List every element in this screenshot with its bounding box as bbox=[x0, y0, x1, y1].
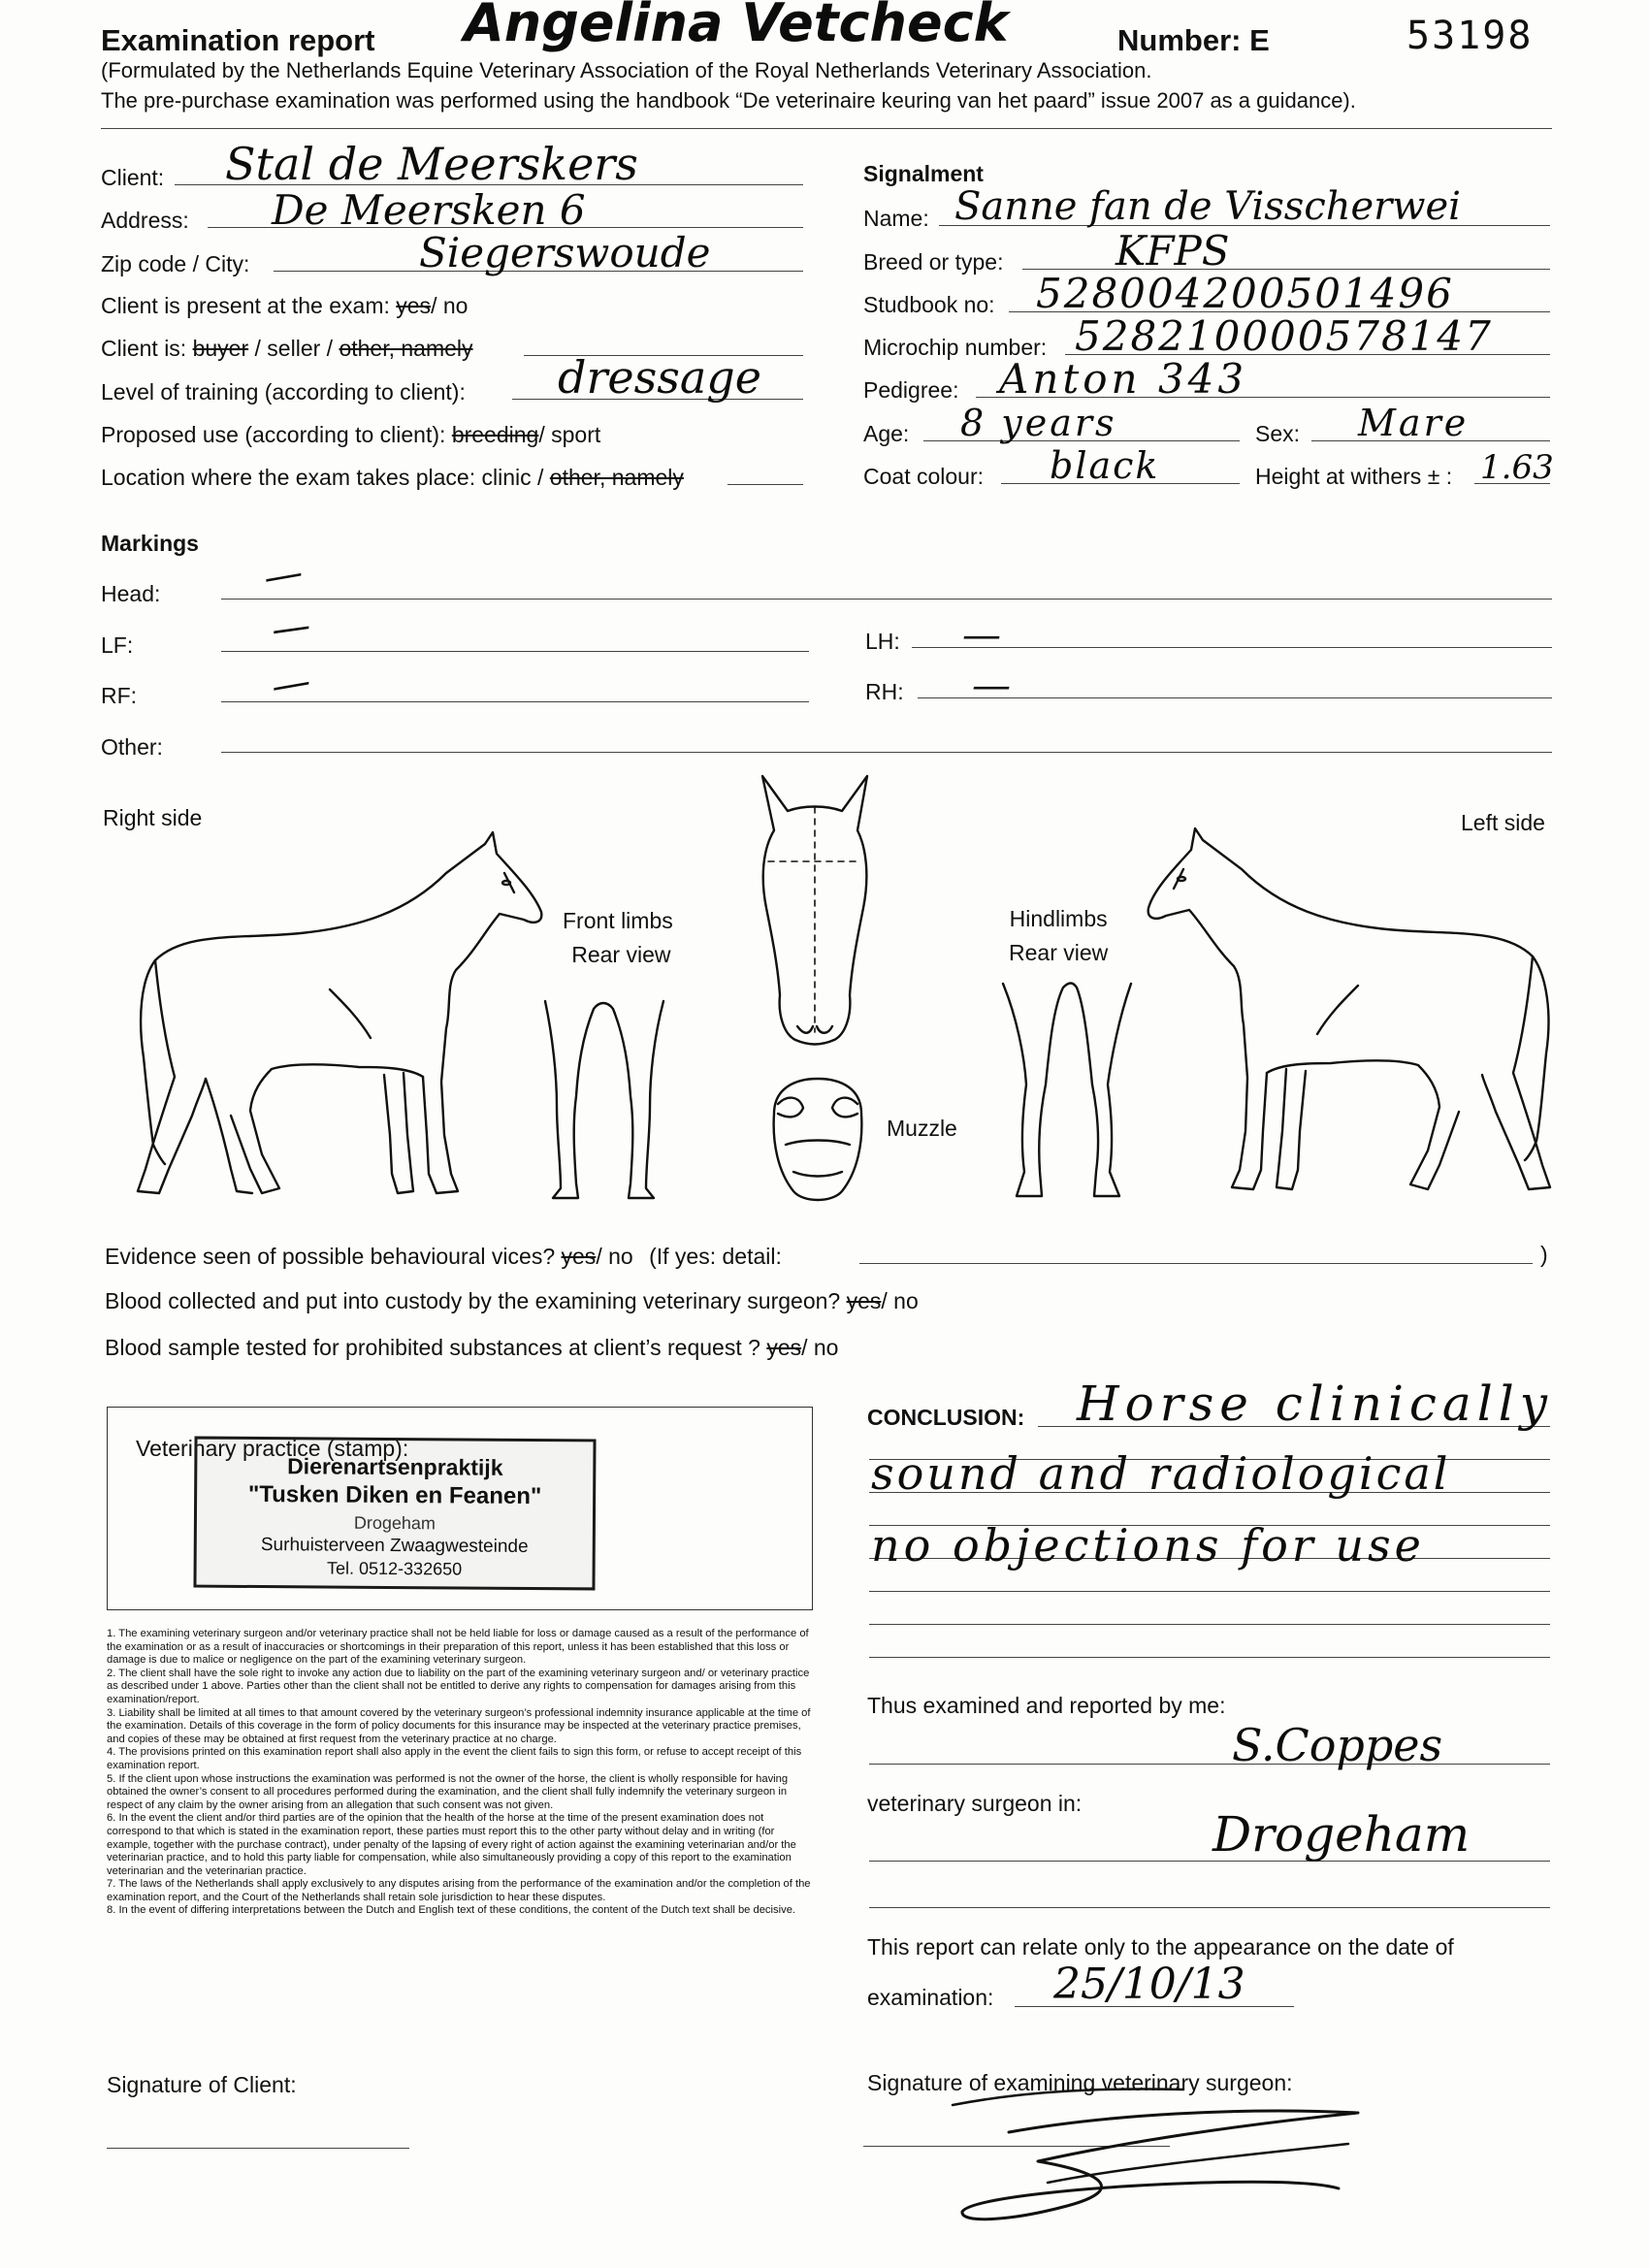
client-value: Stal de Meerskers bbox=[225, 138, 638, 190]
conclusion-text-2: sound and radiological bbox=[871, 1447, 1451, 1500]
term-item: 3. Liability shall be limited at all times to that amount covered by the veterinary surgeon’s professional indemnity insurance applicable at the time of the examination. Details of this coverage in the form of policy documents for this insurance may be inspected at the veterinary practice premises, and copies of these may be obtained at first request from the veterinary practice at no charge. bbox=[107, 1706, 811, 1745]
breed-label: Breed or type: bbox=[863, 249, 1004, 275]
coat-value: black bbox=[1050, 444, 1160, 487]
marking-lf-label: LF: bbox=[101, 632, 134, 658]
marking-lh-dash: — bbox=[962, 613, 1001, 658]
conclusion-text-3: no objections for use bbox=[871, 1519, 1425, 1571]
marking-head-dash: — bbox=[260, 549, 307, 601]
header-divider bbox=[101, 128, 1552, 129]
vices-no: / no bbox=[596, 1244, 633, 1269]
vet-signature-label: Signature of examining veterinary surgeon: bbox=[867, 2070, 1293, 2095]
vet-signature-scribble bbox=[951, 2086, 1368, 2231]
blood-yes-struck: yes bbox=[846, 1288, 882, 1313]
client-is-seller: / seller / bbox=[254, 336, 334, 361]
left-side-label: Left side bbox=[1461, 810, 1545, 835]
zip-city-label: Zip code / City: bbox=[101, 251, 250, 276]
height-value: 1.63 bbox=[1480, 448, 1554, 487]
pedigree-label: Pedigree: bbox=[863, 377, 959, 403]
marking-other-line bbox=[221, 752, 1552, 753]
stamp-box-label: Veterinary practice (stamp): bbox=[136, 1436, 409, 1461]
address-value: De Meersken 6 bbox=[272, 186, 586, 234]
hind-limbs-rear-view-diagram bbox=[999, 978, 1135, 1201]
subtitle-line-1: (Formulated by the Netherlands Equine Veterinary Association of the Royal Netherlands Veterinary Association. bbox=[101, 58, 1152, 82]
term-item: 7. The laws of the Netherlands shall apply exclusively to any disputes arising from the performance of the examination and/or the completion of the examination report, and the Court of the Netherlands shall retain sole jurisdiction to hear these disputes. bbox=[107, 1878, 811, 1903]
sex-value: Mare bbox=[1358, 402, 1470, 444]
blood-no: / no bbox=[881, 1288, 919, 1313]
signalment-heading: Signalment bbox=[863, 161, 984, 186]
examined-by-label: Thus examined and reported by me: bbox=[867, 1693, 1226, 1718]
client-present-yes-struck: yes bbox=[396, 293, 432, 318]
term-item: 6. In the event the client and/or third parties are of the opinion that the health of the horse at the time of the present examination does not correspond to that which is stated in the examination report, these parties must report this to the other party without delay and in writing (for example, together with the purchase contract), under penalty of the lapsing of every right of action against the examining veterinarian and/or the veterinarian practice, and to hold this party liable for compensation, while also simultaneously providing a copy of this report to the examination veterinarian and the veterinarian practice. bbox=[107, 1812, 796, 1877]
markings-heading: Markings bbox=[101, 531, 199, 556]
breed-value: KFPS bbox=[1116, 227, 1230, 275]
test-yes-struck: yes bbox=[766, 1335, 802, 1360]
vices-detail-line bbox=[859, 1263, 1533, 1264]
studbook-value: 528004200501496 bbox=[1036, 270, 1454, 317]
address-label: Address: bbox=[101, 208, 189, 233]
front-limbs-label: Front limbs Rear view bbox=[563, 908, 673, 967]
use-breeding-struck: breeding bbox=[451, 422, 539, 447]
horse-left-side-diagram bbox=[1145, 821, 1571, 1209]
training-label: Level of training (according to client): bbox=[101, 379, 466, 405]
location-other-struck: other, namely bbox=[549, 465, 684, 490]
surgeon-in-line-2 bbox=[869, 1907, 1550, 1908]
age-value: 8 years bbox=[960, 402, 1117, 444]
horse-name-value: Sanne fan de Visscherwei bbox=[954, 184, 1461, 229]
marking-rf-dash: — bbox=[268, 658, 314, 710]
conclusion-label: CONCLUSION: bbox=[867, 1405, 1025, 1430]
marking-lh-label: LH: bbox=[865, 629, 900, 654]
microchip-label: Microchip number: bbox=[863, 335, 1048, 360]
test-no: / no bbox=[801, 1335, 839, 1360]
front-limbs-rear-view-diagram bbox=[543, 999, 669, 1203]
horse-head-front-diagram bbox=[757, 772, 873, 1053]
right-side-label: Right side bbox=[103, 805, 203, 830]
muzzle-label: Muzzle bbox=[887, 1116, 957, 1141]
conclusion-line-7 bbox=[869, 1624, 1550, 1625]
age-label: Age: bbox=[863, 421, 910, 446]
vices-close-paren: ) bbox=[1540, 1242, 1548, 1267]
pedigree-value: Anton 343 bbox=[999, 355, 1248, 403]
marking-rh-dash: — bbox=[972, 664, 1011, 708]
muzzle-diagram bbox=[764, 1075, 871, 1211]
zip-city-value: Siegerswoude bbox=[419, 229, 711, 276]
location-line bbox=[728, 484, 803, 485]
use-sport: / sport bbox=[538, 422, 601, 447]
term-item: 5. If the client upon whose instructions the examination was performed is not the owner of the horse, the client is wholly responsible for having obtained the owner’s consent to all procedures performed during the examination, and the client shall fully indemnify the veterinary surgeon in respect of any claim by the owner arising from an allegation that such consent was not given. bbox=[107, 1772, 789, 1811]
hind-limbs-label: Hindlimbs Rear view bbox=[1009, 906, 1109, 965]
term-item: 1. The examining veterinary surgeon and/or veterinary practice shall not be held liable for loss or damage caused as a result of the performance of the examination or as a result of inaccuracies or shortcomings in their preparation of this report, unless it has been established that this loss or damage is due to malice or negligence on the part of the examining veterinary surgeon. bbox=[107, 1628, 809, 1667]
exam-date-label: examination: bbox=[867, 1985, 994, 2010]
surgeon-in-value: Drogeham bbox=[1212, 1806, 1471, 1863]
horse-right-side-diagram bbox=[116, 825, 553, 1213]
client-present-row: Client is present at the exam: yes/ no bbox=[101, 293, 469, 318]
training-value: dressage bbox=[558, 351, 761, 404]
proposed-use-row: Proposed use (according to client): breeding/ sport bbox=[101, 422, 601, 447]
horse-name-label: Name: bbox=[863, 206, 929, 231]
term-item: 4. The provisions printed on this examination report shall also apply in the event the client fails to sign this form, or refuse to accept receipt of this examination report. bbox=[107, 1746, 802, 1771]
conclusion-line-6 bbox=[869, 1591, 1550, 1592]
blood-custody-row: Blood collected and put into custody by the examining veterinary surgeon? yes/ no bbox=[105, 1288, 919, 1313]
practice-stamp: Dierenartsenpraktijk "Tusken Diken en Feanen" Drogeham Surhuisterveen Zwaagwesteinde Tel. 0512-332650 bbox=[193, 1437, 596, 1591]
studbook-label: Studbook no: bbox=[863, 292, 995, 317]
term-item: 8. In the event of differing interpretations between the Dutch and English text of these conditions, the content of the Dutch text shall be decisive. bbox=[107, 1904, 796, 1917]
marking-head-label: Head: bbox=[101, 581, 161, 606]
vices-row: Evidence seen of possible behavioural vices? yes/ no (If yes: detail: bbox=[105, 1244, 782, 1269]
handwritten-name: Angelina Vetcheck bbox=[464, 0, 1009, 53]
terms-and-conditions bbox=[107, 1628, 813, 1918]
marking-lh-line bbox=[912, 647, 1552, 648]
client-signature-line bbox=[107, 2148, 409, 2149]
client-present-no: / no bbox=[431, 293, 469, 318]
subtitle-line-2: The pre-purchase examination was performed using the handbook “De veterinaire keuring van het paard” issue 2007 as a guidance). bbox=[101, 88, 1356, 113]
height-label: Height at withers ± : bbox=[1255, 464, 1453, 489]
marking-rh-line bbox=[918, 697, 1552, 698]
client-is-other-struck: other, namely bbox=[339, 336, 473, 361]
examined-by-line bbox=[869, 1764, 1550, 1765]
marking-lf-line bbox=[221, 651, 809, 652]
conclusion-text-1: Horse clinically bbox=[1077, 1376, 1553, 1432]
report-number-label: Number: E bbox=[1117, 23, 1270, 57]
surgeon-in-label: veterinary surgeon in: bbox=[867, 1791, 1083, 1816]
sex-label: Sex: bbox=[1255, 421, 1301, 446]
marking-rf-label: RF: bbox=[101, 683, 138, 708]
marking-other-label: Other: bbox=[101, 734, 163, 760]
client-is-row: Client is: buyer / seller / other, namely bbox=[101, 336, 473, 361]
client-is-buyer-struck: buyer bbox=[192, 336, 249, 361]
examiner-signature: S.Coppes bbox=[1232, 1719, 1443, 1771]
microchip-value: 528210000578147 bbox=[1075, 312, 1493, 360]
marking-rh-label: RH: bbox=[865, 679, 904, 704]
client-signature-label: Signature of Client: bbox=[107, 2072, 297, 2097]
conclusion-line-8 bbox=[869, 1657, 1550, 1658]
coat-label: Coat colour: bbox=[863, 464, 985, 489]
marking-lf-dash: — bbox=[268, 602, 314, 653]
report-title: Examination report bbox=[101, 23, 375, 57]
vices-yes-struck: yes bbox=[561, 1244, 597, 1269]
term-item: 2. The client shall have the sole right to invoke any action due to liability on the part of the examining veterinary surgeon and/ or veterinary practice as described under 1 above. Parties other than the client shall not be entitled to derive any rights to compensation for damages arising from this examination/report. bbox=[107, 1667, 810, 1705]
report-number-value: 53198 bbox=[1406, 14, 1534, 58]
relate-text: This report can relate only to the appearance on the date of bbox=[867, 1934, 1454, 1960]
exam-date-value: 25/10/13 bbox=[1053, 1960, 1245, 2009]
location-row: Location where the exam takes place: clinic / other, namely bbox=[101, 465, 684, 490]
blood-test-row: Blood sample tested for prohibited substances at client’s request ? yes/ no bbox=[105, 1335, 839, 1360]
client-label: Client: bbox=[101, 165, 165, 190]
